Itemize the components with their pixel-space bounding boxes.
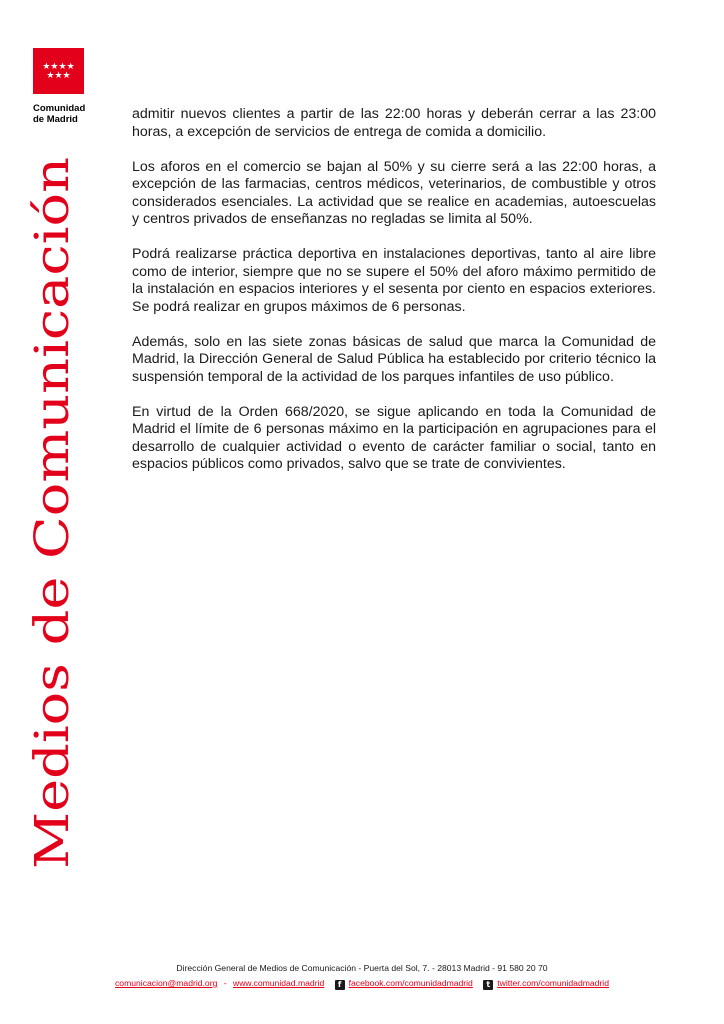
document-body	[132, 106, 656, 491]
footer-separator: -	[223, 978, 227, 988]
twitter-link[interactable]: twitter.com/comunidadmadrid	[497, 978, 609, 988]
paragraph-5: En virtud de la Orden 668/2020, se sigue aplicando en toda la Comunidad de Madrid el límite de 6 personas máximo en la participación en agrupaciones para el desarrollo de cualquier actividad o evento de carácter familiar o social, tanto en espacios públicos como privados, salvo que se trate de convivientes.	[132, 403, 656, 472]
paragraph-4: Además, solo en las siete zonas básicas de salud que marca la Comunidad de Madrid, la Dirección General de Salud Pública ha establecido por criterio técnico la suspensión temporal de la actividad de los parques infantiles de uso público.	[132, 333, 656, 385]
logo-name-line-1: Comunidad	[33, 103, 86, 114]
logo-name	[33, 103, 85, 125]
logo-name-line-2: de Madrid	[33, 114, 78, 125]
comunidad-de-madrid-logo	[33, 48, 85, 125]
email-link[interactable]: comunicacion@madrid.org	[115, 978, 218, 988]
paragraph-2: Los aforos en el comercio se bajan al 50% y su cierre será a las 22:00 horas, a excepción de las farmacias, centros médicos, veterinarios, de combustible y otros considerados esenciales. La actividad que se realice en academias, autoescuelas y centros privados de enseñanzas no regladas se limita al 50%.	[132, 158, 656, 227]
website-link[interactable]: www.comunidad.madrid	[233, 978, 325, 988]
footer-address: Dirección General de Medios de Comunicación - Puerta del Sol, 7. - 28013 Madrid - 91 580 20 70	[176, 963, 548, 973]
logo-stars-row-2: ★★★	[46, 71, 71, 81]
paragraph-3: Podrá realizarse práctica deportiva en instalaciones deportivas, tanto al aire libre como de interior, siempre que no se supere el 50% del aforo máximo permitido de la instalación en espacios interiores y el sesenta por ciento en espacios exteriores. Se podrá realizar en grupos máximos de 6 personas.	[132, 246, 656, 315]
logo-stars-row-1: ★★★★	[42, 62, 75, 72]
twitter-icon: t	[483, 980, 493, 990]
facebook-link[interactable]: facebook.com/comunidadmadrid	[348, 978, 473, 988]
vertical-title-text: Medios de Comunicación	[25, 269, 80, 869]
sidebar-vertical-title	[25, 157, 80, 869]
vertical-title-svg	[25, 157, 80, 869]
footer-links	[0, 978, 724, 990]
paragraph-1: admitir nuevos clientes a partir de las 22:00 horas y deberán cerrar a las 23:00 horas, a excepción de servicios de entrega de comida a domicilio.	[132, 106, 656, 140]
logo-flag	[33, 48, 84, 94]
facebook-icon: f	[335, 980, 345, 990]
